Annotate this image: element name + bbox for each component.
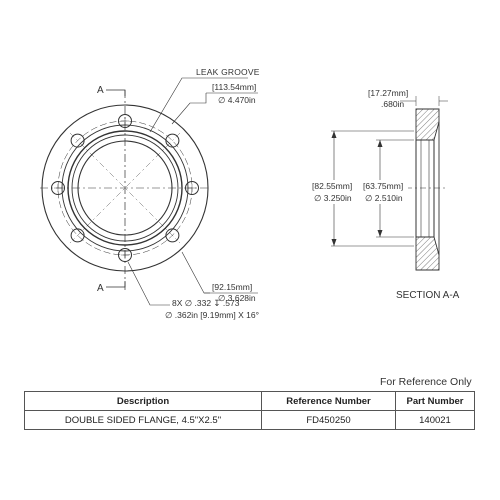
- bore-diameter-mm: [63.75mm]: [363, 181, 404, 191]
- outer-diameter-mm: [113.54mm]: [212, 82, 257, 92]
- part-info-table: [24, 391, 475, 430]
- outer-diameter-leader: [172, 93, 206, 124]
- front-view-flange: [40, 78, 258, 305]
- thickness-in: .680in: [381, 99, 405, 109]
- leak-groove-label: LEAK GROOVE: [196, 67, 260, 77]
- hole-spec-line2: ∅ .362in [9.19mm] X 16°: [165, 310, 260, 320]
- cell-description: DOUBLE SIDED FLANGE, 4.5"X2.5": [25, 411, 262, 430]
- section-bore: [416, 140, 434, 237]
- seal-diameter-mm: [82.55mm]: [312, 181, 353, 191]
- thickness-mm: [17.27mm]: [368, 88, 409, 98]
- section-arrow-bottom: [106, 281, 125, 287]
- cell-reference-number: FD450250: [262, 411, 396, 430]
- table-header-row: [25, 392, 475, 411]
- reference-note: For Reference Only: [380, 376, 472, 388]
- section-hatch-bottom: [416, 237, 439, 270]
- section-title: SECTION A-A: [396, 290, 460, 301]
- cell-part-number: 140021: [396, 411, 475, 430]
- table-row: [25, 411, 475, 430]
- section-arrow-top: [106, 90, 125, 96]
- hole-spec-leader: [128, 262, 170, 305]
- section-marker-top: A: [97, 85, 104, 96]
- bolt-circle-mm: [92.15mm]: [212, 282, 253, 292]
- bore-diameter-in: ∅ 2.510in: [365, 193, 403, 203]
- section-hatch-top: [416, 109, 439, 140]
- header-reference-number: Reference Number: [262, 392, 396, 411]
- bolt-circle-in: ∅ 3.628in: [218, 293, 256, 303]
- hole-spec-line1: 8X ∅ .332 ↧ .573: [172, 298, 240, 308]
- seal-diameter-in: ∅ 3.250in: [314, 193, 352, 203]
- bolt-circle-leader: [182, 252, 210, 293]
- header-part-number: Part Number: [396, 392, 475, 411]
- section-marker-bottom: A: [97, 283, 104, 294]
- outer-diameter-in: ∅ 4.470in: [218, 95, 256, 105]
- header-description: Description: [25, 392, 262, 411]
